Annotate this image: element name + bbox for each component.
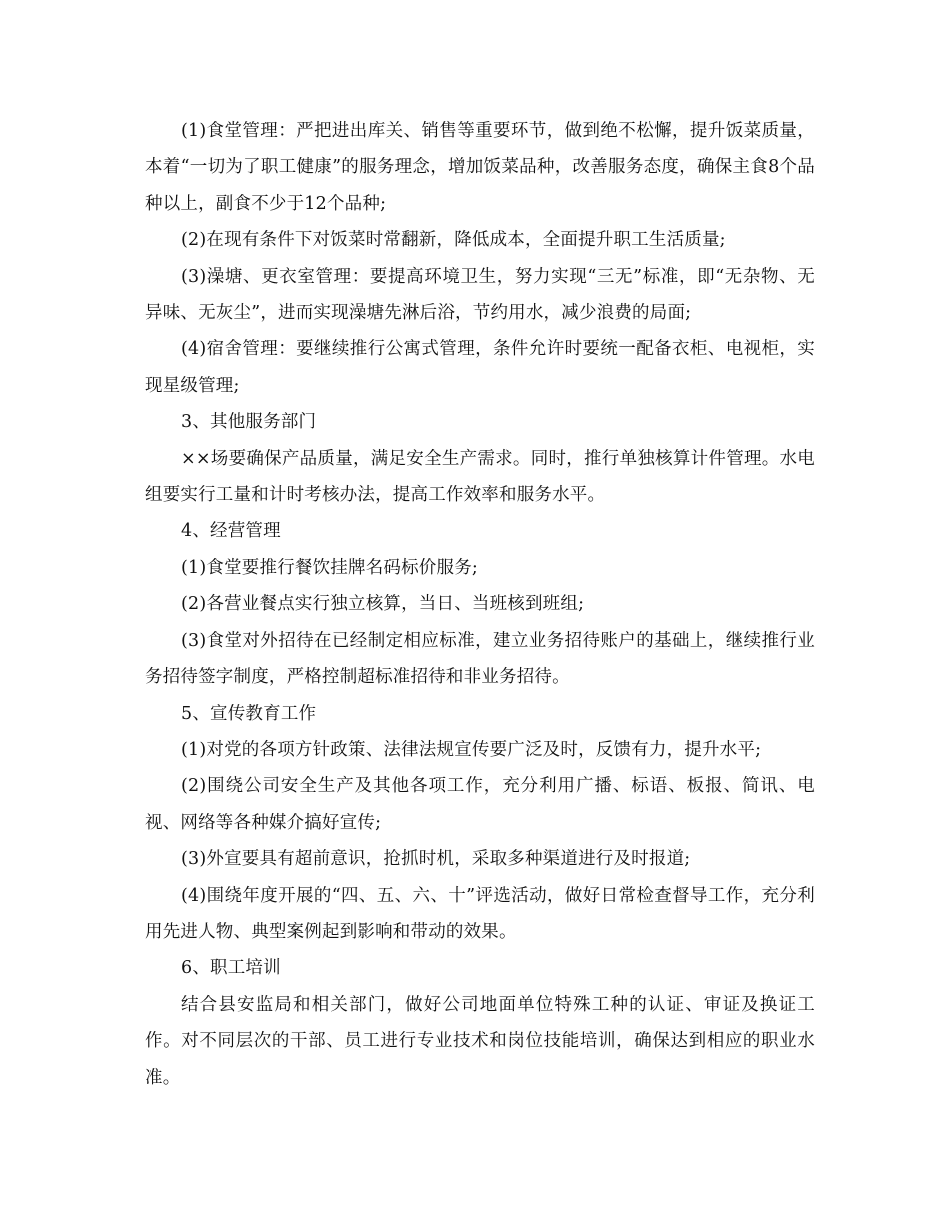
section-heading-staff-training: 6、职工培训 (181, 958, 281, 979)
paragraph-price-tags: (1)食堂要推行餐饮挂牌名码标价服务; (181, 557, 478, 578)
document-body (145, 113, 815, 1096)
section-heading-publicity-education: 5、宣传教育工作 (181, 703, 317, 724)
paragraph-independent-accounting: (2)各营业餐点实行独立核算，当日、当班核到班组; (181, 594, 585, 615)
paragraph-media-publicity: (2)围绕公司安全生产及其他各项工作，充分利用广播、标语、板报、简讯、电视、网络等各种媒介搞好宣传; (145, 776, 815, 833)
paragraph-annual-selection: (4)围绕年度开展的“四、五、六、十”评选活动，做好日常检查督导工作，充分利用先进人物、典型案例起到影响和带动的效果。 (145, 885, 815, 942)
section-heading-business-management: 4、经营管理 (181, 521, 281, 542)
paragraph-other-services: ××场要确保产品质量，满足安全生产需求。同时，推行单独核算计件管理。水电组要实行工量和计时考核办法，提高工作效率和服务水平。 (145, 448, 815, 506)
section-heading-other-services: 3、其他服务部门 (181, 412, 317, 433)
paragraph-hospitality-control: (3)食堂对外招待在已经制定相应标准，建立业务招待账户的基础上，继续推行业务招待签字制度，严格控制超标准招待和非业务招待。 (145, 630, 815, 688)
paragraph-staff-training: 结合县安监局和相关部门，做好公司地面单位特殊工种的认证、审证及换证工作。对不同层次的干部、员工进行专业技术和岗位技能培训，确保达到相应的职业水准。 (145, 994, 815, 1088)
paragraph-policy-publicity: (1)对党的各项方针政策、法律法规宣传要广泛及时，反馈有力，提升水平; (181, 739, 762, 760)
paragraph-dormitory-management: (4)宿舍管理：要继续推行公寓式管理，条件允许时要统一配备衣柜、电视柜，实现星级管理; (145, 339, 815, 396)
paragraph-bathhouse-management: (3)澡塘、更衣室管理：要提高环境卫生，努力实现“三无”标准，即“无杂物、无异味、无灰尘”，进而实现澡塘先淋后浴，节约用水，减少浪费的局面; (145, 266, 815, 324)
paragraph-canteen-management: (1)食堂管理：严把进出库关、销售等重要环节，做到绝不松懈，提升饭菜质量，本着“一切为了职工健康”的服务理念，增加饭菜品种，改善服务态度，确保主食8个品种以上，副食不少于12个品种; (145, 121, 815, 214)
paragraph-external-reporting: (3)外宣要具有超前意识，抢抓时机，采取多种渠道进行及时报道; (181, 849, 691, 870)
paragraph-menu-renewal: (2)在现有条件下对饭菜时常翻新，降低成本，全面提升职工生活质量; (181, 230, 726, 251)
